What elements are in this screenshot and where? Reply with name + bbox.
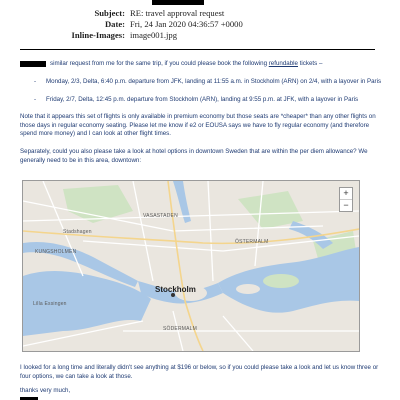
intro-paragraph	[50, 60, 385, 69]
intro-text-before: similar request from me for the same trip, if you could please book the following	[50, 60, 269, 67]
map-label-lilla-essingen: Lilla Essingen	[33, 301, 67, 307]
closing-line: thanks very much,	[20, 387, 71, 394]
zoom-in-button: +	[343, 188, 349, 198]
note-paragraph: Note that it appears this set of flights is only available in premium economy but those seats are *cheaper* than any other flights on those days in regular economy seating. Please let me know if e2 or EOUSA says we have to fly regular economy (and therefore spend more money) and I can look at other flight times.	[20, 113, 376, 138]
subject-value: RE: travel approval request	[130, 8, 225, 18]
redacted-sender	[152, 0, 204, 5]
map-label-stadshagen: Stadshagen	[63, 229, 92, 235]
date-label: Date:	[104, 19, 125, 29]
bullet-dash: -	[34, 96, 37, 103]
flight-item-return-text: Friday, 2/7, Delta, 12:45 p.m. departure from Stockholm (ARN), landing at 9:55 p.m. at JFK, with a layover in Paris	[46, 96, 359, 103]
refundable-word: refundable	[268, 60, 298, 67]
header-divider	[20, 49, 375, 50]
search-result-paragraph: I looked for a long time and literally didn't see anything at $196 or below, so if you could please take a look and let us know three or four options, we can take a look at those.	[20, 364, 379, 380]
stockholm-map-image	[22, 180, 360, 352]
map-label-vasastaden: VASASTADEN	[143, 213, 178, 219]
map-label-sodermalm: SÖDERMALM	[163, 326, 198, 332]
flight-item-outbound-text: Monday, 2/3, Delta, 6:40 p.m. departure from JFK, landing at 11:55 a.m. in Stockholm (ARN) on 2/4, with a layover in Paris	[46, 78, 382, 85]
subject-label: Subject:	[94, 8, 125, 18]
inline-images-value: image001.jpg	[130, 30, 178, 40]
map-label-kungsholmen: KUNGSHOLMEN	[35, 249, 77, 255]
bullet-dash: -	[34, 78, 37, 85]
zoom-out-button: −	[340, 199, 352, 211]
map-zoom-control	[339, 187, 353, 212]
map-city-label: Stockholm	[155, 285, 196, 294]
intro-text-after: tickets –	[297, 60, 323, 67]
map-island	[263, 274, 299, 288]
inline-images-label: Inline-Images:	[71, 30, 125, 40]
date-value: Fri, 24 Jan 2020 04:36:57 +0000	[130, 19, 243, 29]
map-label-ostermalm: ÖSTERMALM	[235, 239, 269, 245]
map-island	[236, 284, 260, 294]
redacted-name	[20, 61, 46, 67]
hotel-request-paragraph: Separately, could you also please take a look at hotel options in downtown Sweden that are within the per diem allowance? We generally need to be in this area, downtown:	[20, 148, 368, 164]
